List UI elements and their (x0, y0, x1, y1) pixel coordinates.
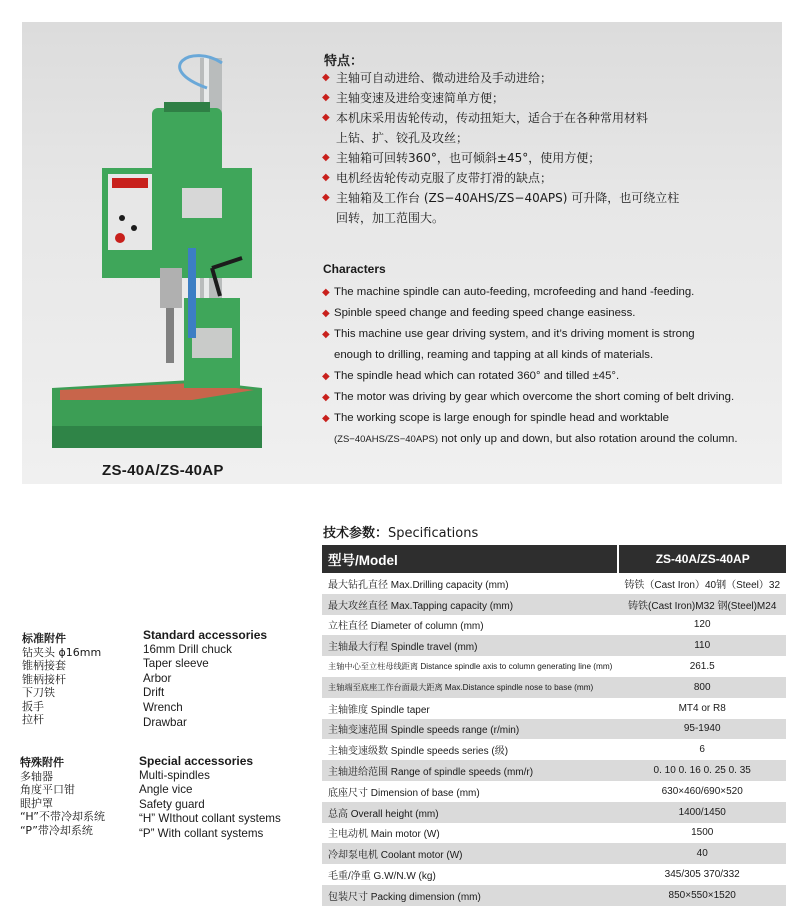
spec-parameter: 总高 Overall height (mm) (322, 802, 618, 823)
features-list (322, 68, 762, 228)
red-diamond-bullet-icon: ◆ (322, 413, 330, 424)
model-value-header: ZS-40A/ZS-40AP (618, 545, 786, 573)
accessory-item: 眼护罩 (20, 796, 53, 810)
accessory-item: Drawbar (143, 715, 187, 729)
feature-item-continuation: 上钻、扩、铰孔及攻丝； (336, 131, 469, 145)
specs-header-row (322, 545, 786, 573)
red-diamond-bullet-icon: ◆ (322, 172, 330, 183)
spec-parameter: 主轴最大行程 Spindle travel (mm) (322, 635, 618, 656)
spec-parameter: 最大攻丝直径 Max.Tapping capacity (mm) (322, 594, 618, 615)
red-diamond-bullet-icon: ◆ (322, 392, 330, 403)
spec-parameter: 毛重/净重 G.W/N.W (kg) (328, 871, 436, 883)
spec-parameter: 冷却泵电机 Coolant motor (W) (322, 843, 618, 864)
accessory-item: Arbor (143, 671, 172, 685)
standard-accessories-title-cn: 标准附件 (22, 632, 66, 645)
feature-item: ◆ 主轴变速及进给变速简单方便； (322, 88, 762, 108)
accessory-item: Drift (143, 686, 165, 700)
feature-item: ◆ 主轴箱及工作台 (ZS−40AHS/ZS−40APS) 可升降，也可绕立柱 (322, 188, 762, 208)
spec-value: 95-1940 (618, 719, 786, 740)
red-diamond-bullet-icon: ◆ (322, 92, 330, 103)
spec-value: 110 (618, 635, 786, 656)
spec-row (322, 615, 786, 636)
spec-parameter: 底座尺寸 Dimension of base (mm) (328, 787, 480, 799)
spec-row (322, 677, 786, 698)
spec-row (322, 719, 786, 740)
spec-parameter: 主轴进给范围 Range of spindle speeds (mm/r) (322, 760, 618, 781)
character-item: ◆ The working scope is large enough for spindle head and worktable (322, 408, 777, 429)
special-accessories-title-cn: 特殊附件 (20, 756, 64, 769)
red-diamond-bullet-icon: ◆ (322, 371, 330, 382)
model-header: 型号/Model (322, 545, 618, 573)
character-item: ◆ The machine spindle can auto-feeding, mcrofeeding and hand -feeding. (322, 282, 777, 303)
spec-row (322, 594, 786, 615)
red-diamond-bullet-icon: ◆ (322, 152, 330, 163)
feature-item: ◆ 电机经齿轮传动克服了皮带打滑的缺点； (322, 168, 762, 188)
red-diamond-bullet-icon: ◆ (322, 192, 330, 203)
spec-value: 850×550×1520 (618, 885, 786, 906)
spec-value: 261.5 (689, 661, 715, 673)
feature-item: ◆ 主轴箱可回转360°，也可倾斜±45°，使用方便； (322, 148, 762, 168)
accessory-item: 钻夹头 ϕ16mm (22, 645, 102, 659)
accessory-item: 锥柄接杆 (22, 672, 66, 686)
spec-value: 630×460/690×520 (661, 785, 743, 797)
spec-parameter: 主电动机 Main motor (W) (328, 829, 440, 841)
spec-value: 1400/1450 (618, 802, 786, 823)
drilling-machine-illustration (42, 28, 302, 468)
spec-value: 1500 (691, 827, 714, 839)
accessory-item: “P” With collant systems (139, 826, 264, 840)
accessory-item: Multi-spindles (139, 768, 210, 782)
accessory-item: 下刀铁 (22, 686, 55, 699)
spec-row (322, 760, 786, 781)
spec-value: 120 (693, 619, 711, 631)
spec-value: MT4 or R8 (678, 702, 726, 714)
special-accessories-title-en: Special accessories (139, 754, 254, 768)
character-item: ◆ The spindle head which can rotated 360° and tilled ±45°. (322, 366, 777, 387)
feature-item-continuation: 回转，加工范围大。 (336, 211, 445, 225)
spec-row (322, 781, 786, 802)
spec-parameter: 包装尺寸 Packing dimension (mm) (322, 885, 618, 906)
special-accessories-en (139, 754, 281, 842)
character-item: ◆ The motor was driving by gear which overcome the short coming of belt driving. (322, 387, 777, 408)
spec-value: 6 (699, 744, 705, 756)
accessory-item: 16mm Drill chuck (143, 642, 232, 656)
specs-title: 技术参数：Specifications (323, 526, 479, 541)
spec-row (322, 635, 786, 656)
accessory-item: Safety guard (139, 797, 205, 811)
spec-parameter: 主轴中心至立柱母线距离 Distance spindle axis to column generating line (mm) (328, 662, 613, 672)
spec-value: 铸铁（Cast Iron）40钢（Steel）32 (624, 579, 781, 591)
specs-table (322, 545, 786, 906)
standard-accessories-title-en: Standard accessories (143, 628, 268, 642)
features-title: 特点： (324, 54, 364, 69)
character-item: ◆ This machine use gear driving system, and it’s driving moment is strong (322, 324, 777, 345)
character-item-continuation: enough to drilling, reaming and tapping at all kinds of materials. (334, 349, 654, 361)
red-diamond-bullet-icon: ◆ (322, 329, 330, 340)
spec-parameter: 主轴端至底座工作台面最大距离 Max.Distance spindle nose to base (mm) (322, 677, 618, 698)
spec-parameter: 立柱直径 Diameter of column (mm) (328, 621, 484, 633)
spec-row (322, 823, 786, 844)
red-diamond-bullet-icon: ◆ (322, 308, 330, 319)
spec-value: 800 (618, 677, 786, 698)
spec-row (322, 885, 786, 906)
spec-parameter: 主轴锥度 Spindle taper (328, 704, 430, 716)
spec-row (322, 843, 786, 864)
spec-value: 345/305 370/332 (664, 869, 740, 881)
accessory-item: “P”带冷却系统 (20, 823, 93, 837)
accessory-item: 多轴器 (20, 769, 53, 783)
accessory-item: 角度平口钳 (20, 783, 75, 796)
accessory-item: 锥柄接套 (22, 659, 66, 672)
spec-row (322, 573, 786, 594)
feature-item: ◆ 主轴可自动进给、微动进给及手动进给； (322, 68, 762, 88)
character-item-continuation: (ZS−40AHS/ZS−40APS) not only up and down, but also rotation around the column. (334, 433, 738, 445)
accessory-item: Angle vice (139, 783, 193, 797)
characters-list (322, 282, 777, 450)
accessory-item: 扳手 (22, 699, 44, 713)
spec-parameter: 主轴变速级数 Spindle speeds series (级) (328, 746, 509, 758)
spec-row (322, 656, 786, 677)
accessory-item: 拉杆 (22, 713, 44, 726)
spec-parameter: 主轴变速范围 Spindle speeds range (r/min) (322, 719, 618, 740)
special-accessories-cn (20, 756, 105, 837)
character-item: ◆ Spinble speed change and feeding speed change easiness. (322, 303, 777, 324)
spec-row (322, 802, 786, 823)
spec-value: 40 (618, 843, 786, 864)
red-diamond-bullet-icon: ◆ (322, 287, 330, 298)
spec-value: 铸铁(Cast Iron)M32 钢(Steel)M24 (618, 594, 786, 615)
accessory-item: Taper sleeve (143, 657, 209, 671)
spec-row (322, 739, 786, 760)
standard-accessories-cn (22, 632, 101, 727)
accessory-item: “H”不带冷却系统 (20, 810, 105, 823)
spec-value: 0. 10 0. 16 0. 25 0. 35 (618, 760, 786, 781)
red-diamond-bullet-icon: ◆ (322, 72, 330, 83)
accessory-item: “H” WIthout collant systems (139, 812, 281, 826)
characters-title: Characters (323, 262, 386, 276)
standard-accessories-en (143, 628, 267, 730)
red-diamond-bullet-icon: ◆ (322, 112, 330, 123)
spec-row (322, 864, 786, 885)
spec-row (322, 698, 786, 719)
feature-item: ◆ 本机床采用齿轮传动，传动扭矩大，适合于在各种常用材料 (322, 108, 762, 128)
spec-parameter: 最大钻孔直径 Max.Drilling capacity (mm) (328, 579, 509, 591)
accessory-item: Wrench (143, 700, 183, 714)
model-caption: ZS-40A/ZS-40AP (102, 462, 224, 479)
